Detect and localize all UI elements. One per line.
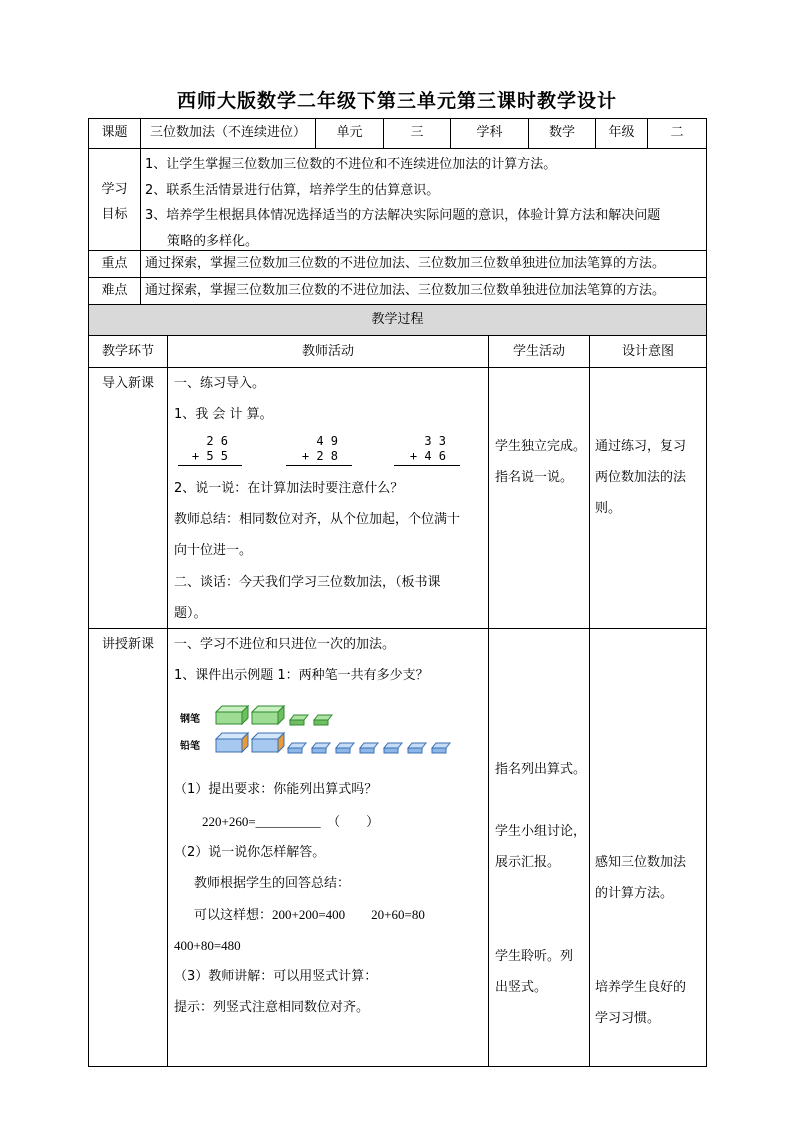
stage-intro: 导入新课 (101, 376, 154, 391)
goals-label (89, 177, 140, 227)
difficulty-text: 通过探索，掌握三位数加三位数的不进位加法、三位数加三位数单独进位加法笔算的方法。 (145, 283, 666, 298)
key-point-label: 重点 (101, 256, 128, 271)
teach-line: 1、课件出示例题 1：两种笔一共有多少支？ (174, 668, 429, 683)
teach-design: 的计算方法。 (595, 886, 674, 901)
teach-design: 培养学生良好的 (595, 980, 687, 995)
intro-design: 则。 (595, 501, 622, 516)
intro-design: 两位数加法的法 (595, 470, 687, 485)
pencil-small-icon (336, 743, 354, 753)
pencil-small-icon (312, 743, 330, 753)
calc-bottom: + 5 5 (191, 449, 228, 463)
discipline-value: 数学 (548, 125, 575, 140)
col-student: 学生活动 (512, 344, 565, 359)
pencil-small-icon (432, 743, 450, 753)
discipline-label: 学科 (476, 125, 503, 140)
goals-list (145, 152, 705, 254)
pencil-small-icon (288, 743, 306, 753)
teach-line: （3）教师讲解：可以用竖式计算： (174, 969, 378, 984)
goals-label-line: 目标 (101, 207, 128, 222)
teach-student: 展示汇报。 (495, 855, 561, 870)
teach-student: 指名列出算式。 (495, 762, 587, 777)
unit-value: 三 (410, 125, 424, 140)
difficulty-label: 难点 (101, 283, 128, 298)
teach-design: 学习习惯。 (595, 1011, 661, 1026)
pens-illustration (178, 700, 458, 762)
pen-small-icon (314, 715, 332, 725)
intro-design: 通过练习，复习 (595, 439, 687, 454)
page-title: 西师大版数学二年级下第三单元第三课时教学设计 (176, 90, 617, 112)
goals-label-line: 学习 (101, 182, 128, 197)
pencil-small-icon (408, 743, 426, 753)
calc-top: 3 3 (424, 434, 446, 448)
vertical-calc-2 (286, 434, 352, 468)
process-title: 教学过程 (371, 312, 424, 327)
stage-teach: 讲授新课 (101, 637, 154, 652)
intro-line: 向十位进一。 (174, 543, 253, 558)
teach-line: 一、学习不进位和只进位一次的加法。 (174, 637, 396, 652)
intro-line: 二、谈话：今天我们学习三位数加法，（板书课 (174, 575, 441, 590)
goal-item: 策略的多样化。 (167, 233, 259, 249)
teach-design: 感知三位数加法 (595, 855, 687, 870)
pencil-label: 铅笔 (180, 741, 200, 752)
vertical-calc-1 (178, 434, 242, 468)
pencil-box-icon (216, 733, 248, 752)
teach-line: 400+80=480 (174, 938, 241, 953)
pen-small-icon (290, 715, 308, 725)
intro-student: 指名说一说。 (495, 470, 574, 485)
teach-student: 学生小组讨论， (495, 824, 587, 839)
unit-label: 单元 (336, 125, 363, 140)
calc-bottom: + 2 8 (301, 449, 338, 463)
col-design: 设计意图 (621, 344, 674, 359)
intro-line: 2、说一说：在计算加法时要注意什么？ (174, 481, 404, 496)
subject-value: 三位数加法（不连续进位） (149, 125, 306, 140)
pencil-small-icon (384, 743, 402, 753)
teach-line: 教师根据学生的回答总结： (194, 876, 351, 891)
teach-student: 出竖式。 (495, 980, 548, 995)
pens-drawing (178, 700, 458, 762)
intro-line: 教师总结：相同数位对齐，从个位加起，个位满十 (174, 512, 461, 527)
pen-label: 钢笔 (180, 714, 200, 725)
teach-student: 学生聆听。列 (495, 949, 574, 964)
col-teacher: 教师活动 (301, 344, 354, 359)
goal-item: 3、培养学生根据具体情况选择适当的方法解决实际问题的意识，体验计算方法和解决问题 (145, 208, 661, 223)
teach-line: 提示：列竖式注意相同数位对齐。 (174, 1000, 370, 1015)
goal-item: 2、联系生活情景进行估算，培养学生的估算意识。 (145, 182, 440, 198)
intro-line: 1、我 会 计 算。 (174, 407, 273, 422)
calc-top: 2 6 (206, 434, 228, 448)
pen-box-icon (216, 706, 248, 724)
pencil-small-icon (360, 743, 378, 753)
pencil-box-icon (252, 733, 284, 752)
intro-line: 题）。 (174, 606, 207, 621)
goal-item: 1、让学生掌握三位数加三位数的不进位和不连续进位加法的计算方法。 (145, 157, 557, 172)
teach-line: （1）提出要求：你能列出算式吗？ (174, 782, 378, 797)
grade-label: 年级 (608, 125, 635, 140)
teach-line: （2）说一说你怎样解答。 (174, 845, 326, 860)
vertical-calc-3 (394, 434, 460, 468)
teach-line: 可以这样想：200+200=400 20+60=80 (194, 907, 425, 922)
teach-line: 220+260=__________ （ ） (202, 814, 380, 829)
pen-box-icon (252, 706, 284, 724)
calc-bottom: + 4 6 (409, 449, 446, 463)
calc-top: 4 9 (316, 434, 338, 448)
key-point-text: 通过探索，掌握三位数加三位数的不进位加法、三位数加三位数单独进位加法笔算的方法。 (145, 256, 666, 271)
col-stage: 教学环节 (101, 344, 154, 359)
grade-value: 二 (670, 125, 684, 140)
intro-student: 学生独立完成。 (495, 439, 587, 454)
subject-label: 课题 (101, 125, 128, 140)
intro-line: 一、练习导入。 (174, 376, 266, 391)
